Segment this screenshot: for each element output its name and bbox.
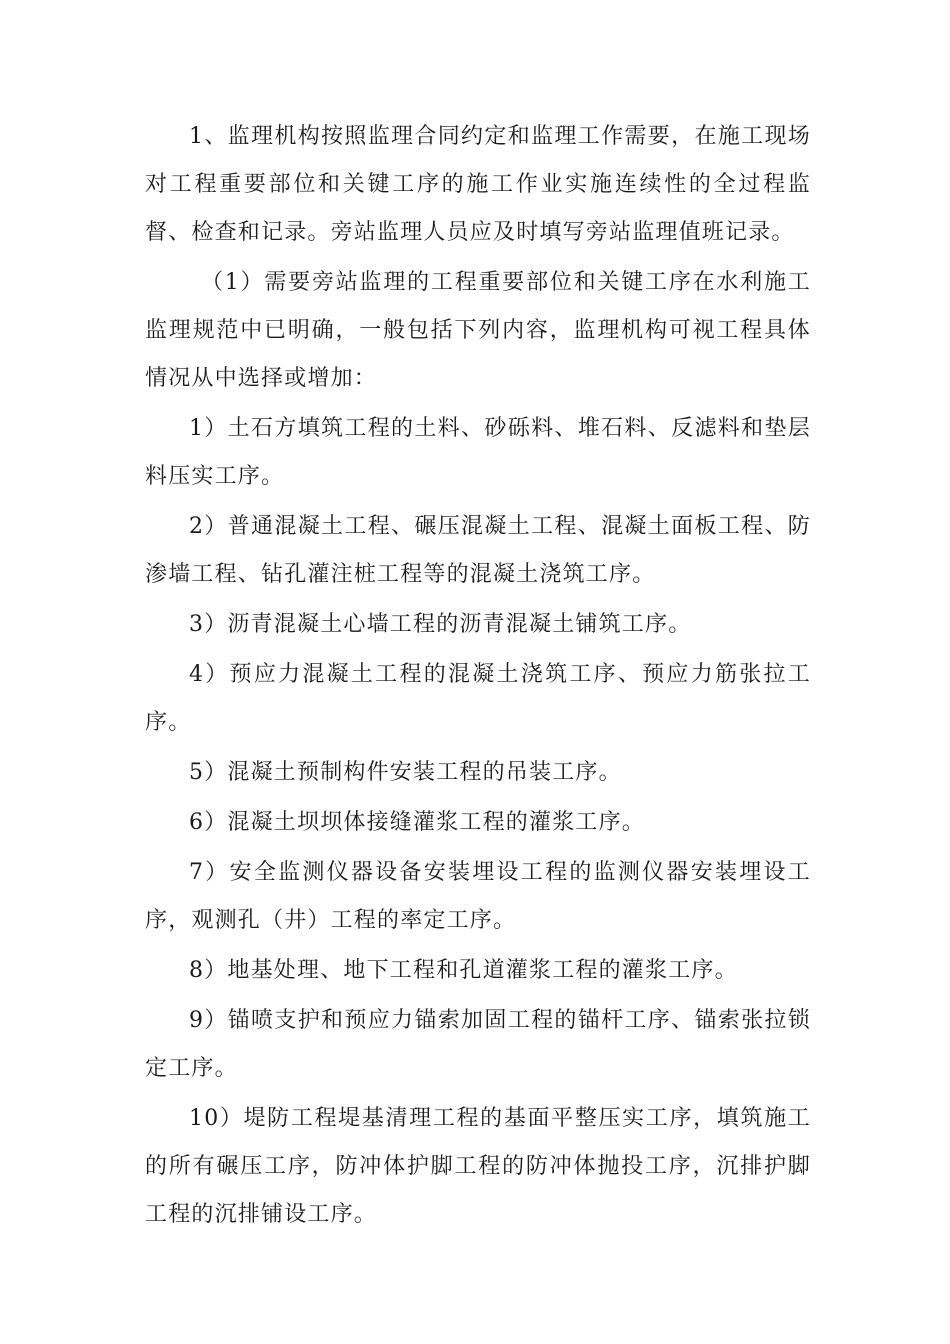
paragraph-supervision-intro: 1、监理机构按照监理合同约定和监理工作需要，在施工现场对工程重要部位和关键工序的施工作业实施连续性的全过程监督、检查和记录。旁站监理人员应及时填写旁站监理值班记录。	[145, 124, 811, 245]
paragraph-key-parts-list-intro: （1）需要旁站监理的工程重要部位和关键工序在水利施工监理规范中已明确，一般包括下列内容，监理机构可视工程具体情况从中选择或增加：	[145, 270, 811, 391]
list-item-asphalt: 3）沥青混凝土心墙工程的沥青混凝土铺筑工序。	[189, 612, 692, 637]
list-item-precast: 5）混凝土预制构件安装工程的吊装工序。	[189, 760, 622, 785]
list-item-foundation-grouting: 8）地基处理、地下工程和孔道灌浆工程的灌浆工序。	[189, 958, 738, 983]
list-item-prestressed: 4）预应力混凝土工程的混凝土浇筑工序、预应力筋张拉工序。	[145, 662, 811, 735]
list-item-concrete: 2）普通混凝土工程、碾压混凝土工程、混凝土面板工程、防渗墙工程、钻孔灌注桩工程等的混凝土浇筑工序。	[145, 514, 811, 587]
document-body	[145, 113, 811, 1239]
list-item-joint-grouting: 6）混凝土坝坝体接缝灌浆工程的灌浆工序。	[189, 810, 645, 835]
list-item-embankment: 10）堤防工程堤基清理工程的基面平整压实工序，填筑施工的所有碾压工序，防冲体护脚工程的防冲体抛投工序，沉排护脚工程的沉排铺设工序。	[145, 1106, 811, 1227]
list-item-anchor: 9）锚喷支护和预应力锚索加固工程的锚杆工序、锚索张拉锁定工序。	[145, 1008, 811, 1081]
list-item-monitoring: 7）安全监测仪器设备安装埋设工程的监测仪器安装埋设工序，观测孔（井）工程的率定工序。	[145, 860, 811, 933]
list-item-earthwork: 1）土石方填筑工程的土料、砂砾料、堆石料、反滤料和垫层料压实工序。	[145, 416, 811, 489]
